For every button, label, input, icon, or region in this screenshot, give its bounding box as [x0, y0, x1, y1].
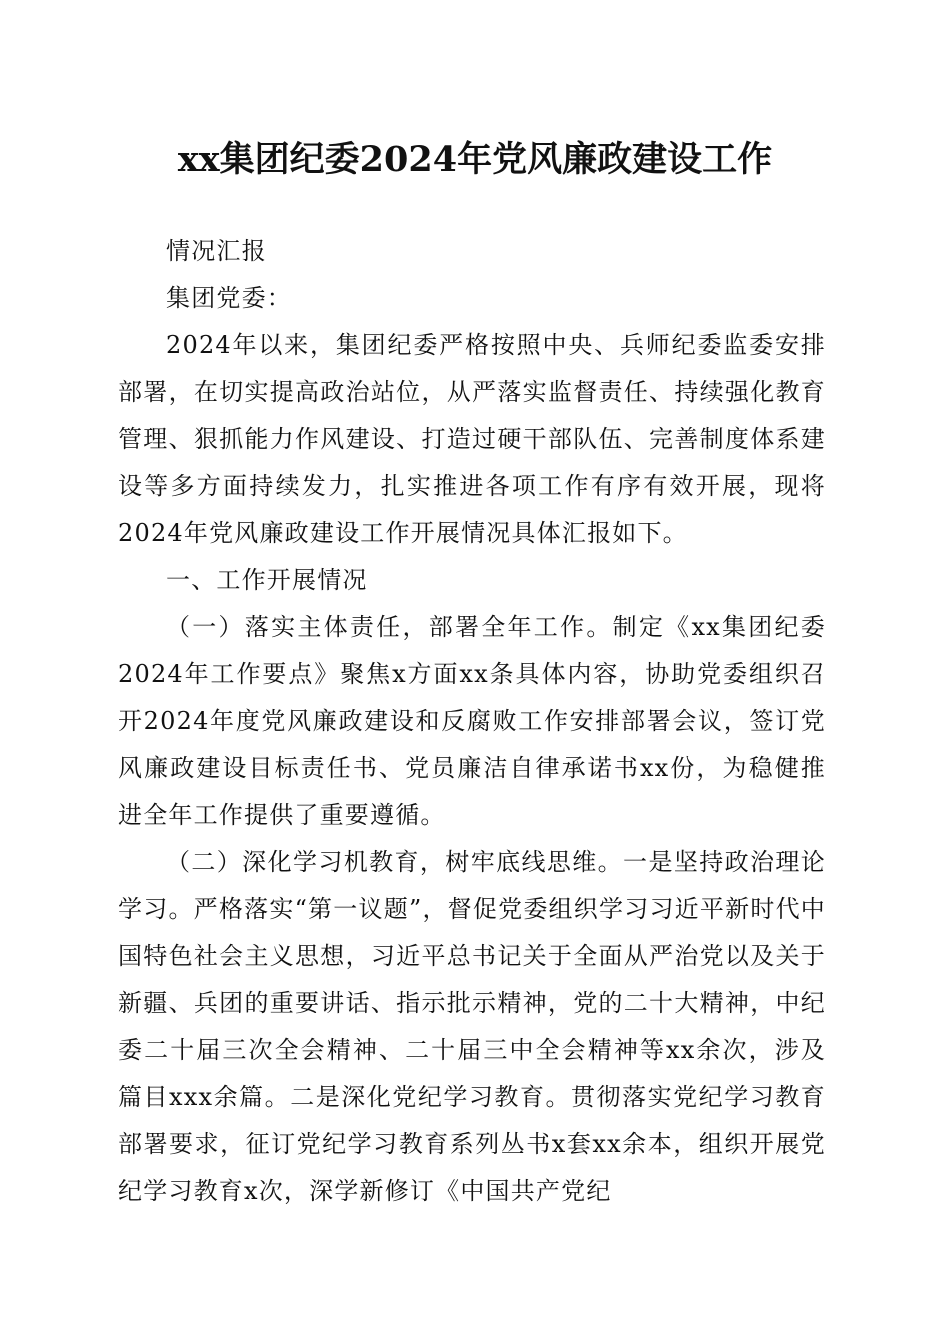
- document-body: [118, 228, 826, 1215]
- document-title: xx集团纪委2024年党风廉政建设工作: [177, 139, 773, 180]
- item-2-lead: （二）深化学习机教育，树牢底线思维。: [166, 848, 624, 876]
- section-heading-1: 一、工作开展情况: [166, 566, 368, 594]
- addressee: 集团党委：: [166, 284, 292, 312]
- document-subtitle: 情况汇报: [166, 237, 267, 265]
- item-1-body: 制定《xx集团纪委2024年工作要点》聚焦x方面xx条具体内容，协助党委组织召开2024年度党风廉政建设和反腐败工作安排部署会议，签订党风廉政建设目标责任书、党员廉洁自律承诺书xx份，为稳健推进全年工作提供了重要遵循。: [118, 613, 826, 829]
- item-1-lead: （一）落实主体责任，部署全年工作。: [166, 613, 613, 641]
- paragraph-item-1: [118, 604, 826, 839]
- item-2-body: 一是坚持政治理论学习。严格落实“第一议题”，督促党委组织学习习近平新时代中国特色社会主义思想，习近平总书记关于全面从严治党以及关于新疆、兵团的重要讲话、指示批示精神，党的二十大精神，中纪委二十届三次全会精神、二十届三中全会精神等xx余次，涉及篇目xxx余篇。二是深化党纪学习教育。贯彻落实党纪学习教育部署要求，征订党纪学习教育系列丛书x套xx余本，组织开展党纪学习教育x次，深学新修订《中国共产党纪: [118, 848, 826, 1205]
- intro-paragraph: 2024年以来，集团纪委严格按照中央、兵师纪委监委安排部署，在切实提高政治站位，从严落实监督责任、持续强化教育管理、狠抓能力作风建设、打造过硬干部队伍、完善制度体系建设等多方面持续发力，扎实推进各项工作有序有效开展，现将2024年党风廉政建设工作开展情况具体汇报如下。: [118, 331, 826, 547]
- paragraph-item-2: [118, 839, 826, 1215]
